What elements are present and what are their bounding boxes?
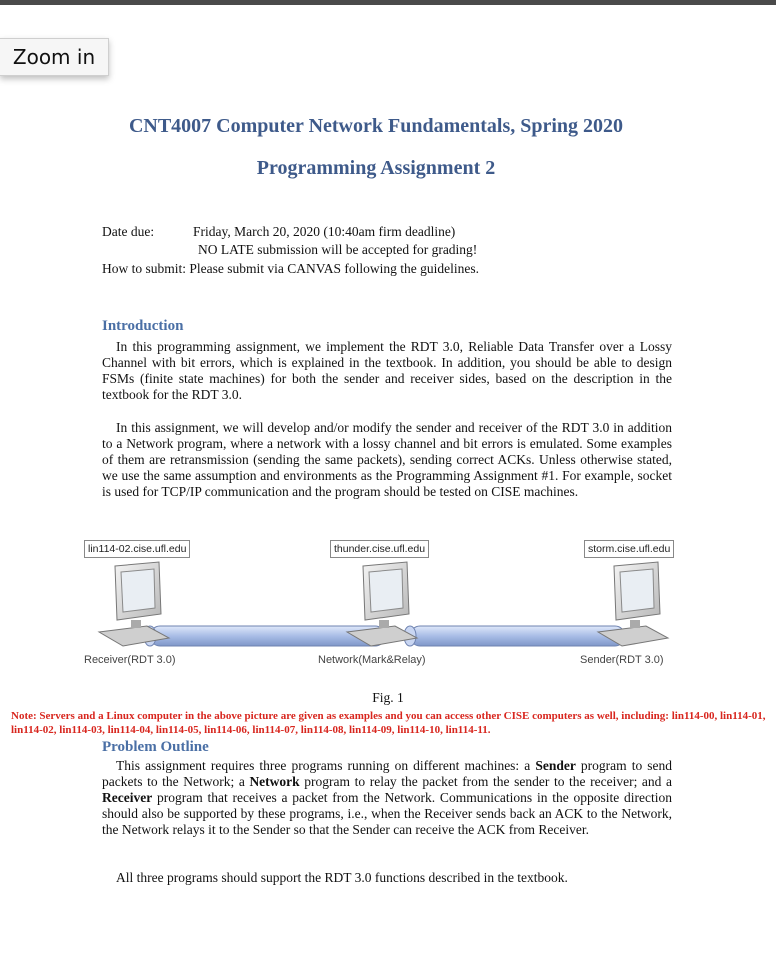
date-due-label: Date due: xyxy=(102,224,155,239)
network-role-label: Network(Mark&Relay) xyxy=(318,654,426,666)
receiver-term: Receiver xyxy=(102,790,153,805)
link-receiver-network xyxy=(144,626,385,646)
network-host-label: thunder.cise.ufl.edu xyxy=(330,540,429,558)
figure-caption: Fig. 1 xyxy=(372,690,404,705)
problem-outline-paragraph-1 xyxy=(102,758,672,838)
introduction-paragraph-1: In this programming assignment, we implement the RDT 3.0, Reliable Data Transfer over a Lossy Channel with bit errors, which is explained in the textbook. In addition, you should be able to design FSMs (finite state machines) for both the sender and receiver sides, based on the description in the textbook for the RDT 3.0. xyxy=(102,339,672,402)
how-to-submit: How to submit: Please submit via CANVAS following the guidelines. xyxy=(102,261,479,276)
network-term: Network xyxy=(249,774,300,789)
sender-host-label: storm.cise.ufl.edu xyxy=(584,540,674,558)
figure-note: Note: Servers and a Linux computer in the above picture are given as examples and you can access other CISE computers as well, including: lin114-00, lin114-01, lin114-02, lin114-03, lin114-04, lin114-05, lin114-06, lin114-07, lin114-08, lin114-09, lin114-10, lin114-11. xyxy=(11,710,766,736)
receiver-role-label: Receiver(RDT 3.0) xyxy=(84,654,176,666)
sender-term: Sender xyxy=(535,758,576,773)
introduction-paragraph-2: In this assignment, we will develop and/or modify the sender and receiver of the RDT 3.0 in addition to a Network program, where a network with a lossy channel and bit errors is emulated. Some examples of them are retransmission (sending the same packets), sending correct ACKs. Unless otherwise stated, we use the same assumption and environments as the Programming Assignment #1. For example, socket is used for TCP/IP communication and the program should be tested on CISE machines. xyxy=(102,420,672,499)
receiver-host-label: lin114-02.cise.ufl.edu xyxy=(84,540,190,558)
late-notice: NO LATE submission will be accepted for grading! xyxy=(198,242,478,257)
document-subtitle: Programming Assignment 2 xyxy=(256,157,496,179)
sender-computer-icon xyxy=(598,562,668,646)
p1-text-c: program to send packets to the Network; a xyxy=(102,758,673,789)
network-figure xyxy=(0,528,776,678)
p1-text-g: program that receives a packet from the Network. Communications in the opposite direction should also be supported by these programs, i.e., when the Receiver sends back an ACK to the Network, the Network relays it to the Sender so that the Sender can receive the ACK from Receiver. xyxy=(102,790,672,837)
problem-outline-paragraph-2: All three programs should support the RDT 3.0 functions described in the textbook. xyxy=(116,870,568,885)
date-due-value: Friday, March 20, 2020 (10:40am firm deadline) xyxy=(193,224,456,239)
document-title: CNT4007 Computer Network Fundamentals, Spring 2020 xyxy=(128,115,624,137)
link-network-sender xyxy=(404,626,625,646)
top-bar xyxy=(0,0,776,5)
receiver-computer-icon xyxy=(99,562,169,646)
p1-text-a: This assignment requires three programs running on different machines: a xyxy=(116,758,536,773)
introduction-heading: Introduction xyxy=(102,318,184,334)
sender-role-label: Sender(RDT 3.0) xyxy=(580,654,664,666)
zoom-in-button[interactable]: Zoom in xyxy=(0,38,109,76)
problem-outline-heading: Problem Outline xyxy=(102,739,209,755)
p1-text-e: program to relay the packet from the sender to the receiver; and a xyxy=(299,774,673,789)
network-computer-icon xyxy=(347,562,417,646)
